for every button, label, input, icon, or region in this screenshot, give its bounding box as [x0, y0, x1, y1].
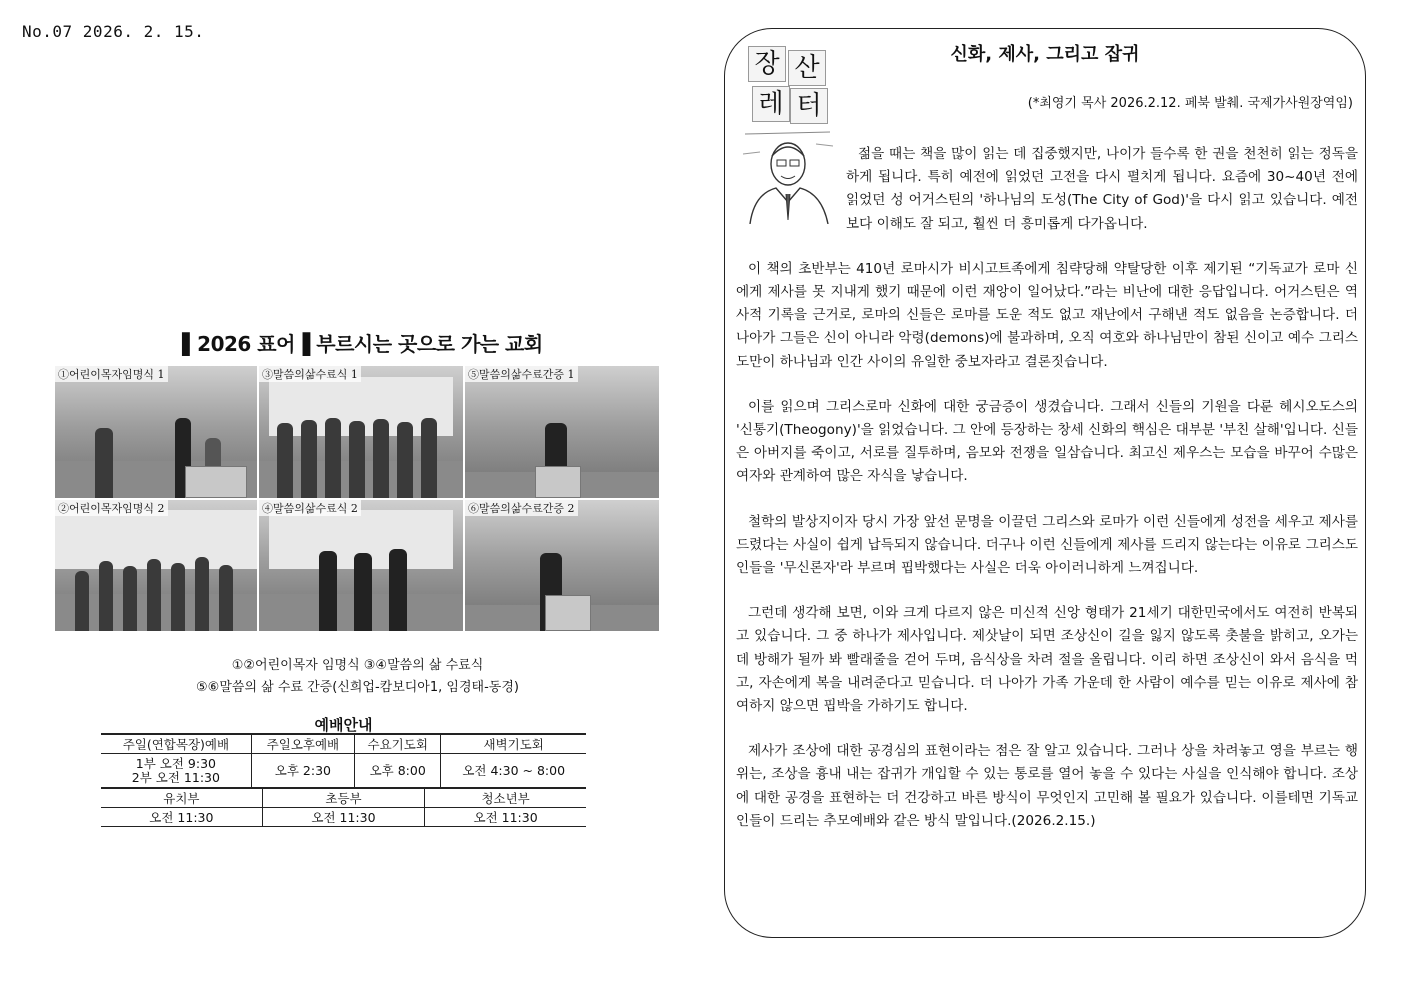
letter-paragraph: 제사가 조상에 대한 공경심의 표현이라는 점은 잘 알고 있습니다. 그러나 상을 차려놓고 영을 부르는 행위는, 조상을 흉내 내는 잡귀가 개입할 수 있는 통로를 열어 놓을 수 있다는 사실을 인식해야 합니다. 조상에 대한 공경을 표현하는 더 건강하고 바른 방식이 무엇인지 고민해 볼 필요가 있습니다. 이를테면 기독교인들이 드리는 추모예배와 같은 방식 말입니다.(2026.2.15.) [736, 743, 1358, 829]
table-cell: 오전 11:30 [101, 808, 262, 827]
logo-char: 레 [752, 86, 790, 122]
table-header: 새벽기도회 [441, 734, 586, 754]
photo-caption-line-2: ⑤⑥말씀의 삶 수료 간증(신희업-캄보디아1, 임경태-동경) [196, 680, 519, 695]
photo-caption: ①어린이목자임명식 1 [55, 366, 168, 382]
photo-caption: ②어린이목자임명식 2 [55, 500, 168, 516]
table-header: 주일오후예배 [251, 734, 354, 754]
worship-title: 예배안내 [314, 716, 373, 734]
table-cell: 1부 오전 9:30 2부 오전 11:30 [101, 754, 251, 788]
photo-caption: ⑥말씀의삶수료간증 2 [465, 500, 578, 516]
letter-paragraph: 이를 읽으며 그리스로마 신화에 대한 궁금증이 생겼습니다. 그래서 신들의 기원을 다룬 헤시오도스의 '신통기(Theogony)'을 읽었습니다. 그 안에 등장하는 창세 신화의 핵심은 대부분 '부친 살해'입니다. 신들은 아버지를 죽이고, 서로를 질투하며, 음모와 전쟁을 일삼습니다. 최고신 제우스는 모습을 바꾸어 수많은 여자와 관계하여 많은 자식을 낳습니다. [736, 398, 1358, 485]
letter-paragraph: 철학의 발상지이자 당시 가장 앞선 문명을 이끌던 그리스와 로마가 이런 신들에게 성전을 세우고 제사를 드렸다는 사실이 쉽게 납득되지 않습니다. 더구나 이런 신들에게 제사를 드리지 않는다는 이유로 그리스도인들을 '무신론자'라 부르며 핍박했다는 사실은 더욱 아이러니하게 느껴집니다. [736, 513, 1358, 577]
letter-paragraph: 이 책의 초반부는 410년 로마시가 비시고트족에게 침략당해 약탈당한 이후 제기된 “기독교가 로마 신에게 제사를 못 지내게 했기 때문에 이런 재앙이 일어났다.”라는 비난에 대한 응답입니다. 어거스틴은 역사적 기록을 근거로, 로마의 신들은 로마를 도운 적도 없고 재난에서 구해낸 적도 없음을 논증합니다. 더 나아가 그들은 신이 아니라 악령(demons)에 불과하며, 오직 여호와 하나님만이 참된 신이고 예수 그리스도만이 하나님과 인간 사이의 유일한 중보자라고 결론짓습니다. [736, 260, 1358, 370]
table-header: 수요기도회 [355, 734, 441, 754]
motto-text: 부르시는 곳으로 가는 교회 [316, 332, 543, 356]
letter-paragraph: 젊을 때는 책을 많이 읽는 데 집중했지만, 나이가 들수록 한 권을 천천히 읽는 정독을 하게 됩니다. 특히 예전에 읽었던 고전을 다시 펼치게 됩니다. 요즘에 30~40년 전에 읽었던 성 어거스틴의 '하나님의 도성(The City of God)'을 다시 읽고 있습니다. 예전보다 이해도 잘 되고, 훨씬 더 흥미롭게 다가옵니다. [846, 146, 1358, 232]
photo-caption: ③말씀의삶수료식 1 [259, 366, 361, 382]
photo-caption-line-1: ①②어린이목자 임명식 ③④말씀의 삶 수료식 [231, 658, 484, 673]
photo-grid [55, 366, 659, 631]
motto-tag: ▌2026 표어▐ [182, 332, 310, 356]
issue-number: No.07 2026. 2. 15. [22, 22, 205, 41]
worship-schedule-table [101, 733, 586, 788]
annual-motto [0, 328, 700, 357]
table-cell: 오전 4:30 ~ 8:00 [441, 754, 586, 788]
letter-byline: (*최영기 목사 2026.2.12. 페북 발췌. 국제가사원장역임) [1027, 96, 1353, 111]
photo-caption: ④말씀의삶수료식 2 [259, 500, 361, 516]
table-header: 주일(연합목장)예배 [101, 734, 251, 754]
photo-word-of-life-2 [259, 500, 463, 631]
photo-testimony-1 [465, 366, 659, 498]
letter-title: 신화, 제사, 그리고 잡귀 [950, 44, 1140, 65]
table-header: 초등부 [262, 789, 424, 808]
photo-testimony-2 [465, 500, 659, 631]
photo-word-of-life-1 [259, 366, 463, 498]
logo-char: 산 [788, 50, 826, 86]
table-header: 청소년부 [425, 789, 586, 808]
photo-children-leader-2 [55, 500, 257, 631]
logo-char: 터 [790, 88, 828, 124]
department-schedule-table [101, 788, 586, 827]
photo-children-leader-1 [55, 366, 257, 498]
photo-caption: ⑤말씀의삶수료간증 1 [465, 366, 578, 382]
logo-char: 장 [748, 46, 786, 82]
letter-body [736, 143, 1358, 855]
table-cell: 오전 11:30 [425, 808, 586, 827]
table-cell: 오전 11:30 [262, 808, 424, 827]
table-cell: 오후 8:00 [355, 754, 441, 788]
letter-paragraph: 그런데 생각해 보면, 이와 크게 다르지 않은 미신적 신앙 형태가 21세기 대한민국에서도 여전히 반복되고 있습니다. 그 중 하나가 제사입니다. 제삿날이 되면 조상신이 길을 잃지 않도록 촛불을 밝히고, 오가는데 방해가 될까 봐 빨래줄을 걷어 두며, 음식상을 차려 절을 올립니다. 이리 하면 조상신이 와서 음식을 먹고, 자손에게 복을 내려준다고 믿습니다. 더 나아가 가족 가운데 한 사람이 예수를 믿는 이유로 제사에 참여하지 않으면 핍박을 가하기도 합니다. [736, 605, 1358, 715]
table-cell: 오후 2:30 [251, 754, 354, 788]
table-header: 유치부 [101, 789, 262, 808]
